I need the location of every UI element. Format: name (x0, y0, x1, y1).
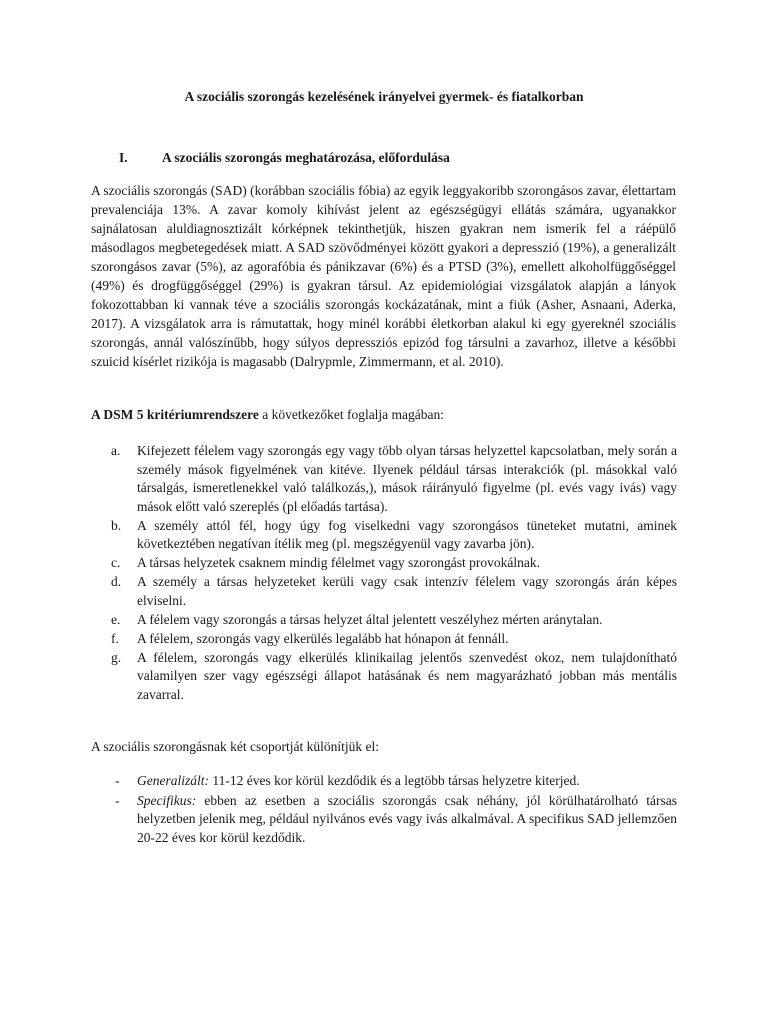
document-title: A szociális szorongás kezelésének irányelvei gyermek- és fiatalkorban (184, 89, 584, 104)
criteria-marker: e. (111, 611, 121, 627)
criteria-marker: f. (111, 630, 119, 646)
group-term: Specifikus: (137, 792, 197, 808)
group-marker: - (115, 773, 120, 788)
criteria-text: A személy a társas helyzeteket kerüli vagy csak intenzív félelem vagy szorongás árán képes elviselni. (137, 574, 677, 608)
criteria-item (111, 630, 677, 649)
criteria-text: Kifejezett félelem vagy szorongás egy vagy több olyan társas helyzettel kapcsolatban, mely során a személy mások figyelmének van kitéve. Ilyenek például társas interakciók (pl. másokkal való társalgás, ismeretlenekkel való találkozás,), mások ráirányuló figyelme (pl. evés vagy ivás) vagy mások előtt való szereplés (pl előadás tartása). (137, 443, 677, 514)
criteria-text: A félelem, szorongás vagy elkerülés klinikailag jelentős szenvedést okoz, nem tulajdonítható valamilyen szer vagy egészségi állapot hatásának és nem magyarázható jobban más mentális zavarral. (137, 649, 677, 702)
criteria-item (111, 517, 677, 554)
groups-intro: A szociális szorongásnak két csoportját különítjük el: (91, 739, 379, 754)
section-number: I. (119, 150, 128, 165)
criteria-text: A személy attól fél, hogy úgy fog viselkedni vagy szorongásos tüneteket mutatni, aminek következtében negatívan ítélik meg (pl. megszégyenül vagy zavarba jön). (137, 517, 677, 551)
group-text: 11-12 éves kor körül kezdődik és a legtöbb társas helyzetre kiterjed. (209, 773, 580, 788)
section-heading (119, 150, 450, 166)
criteria-item (111, 611, 677, 630)
group-item (115, 792, 677, 848)
group-item (115, 772, 677, 791)
intro-paragraph: A szociális szorongás (SAD) (korábban szociális fóbia) az egyik leggyakoribb szorongásos zavar, élettartam prevalenciája 13%. A zavar komoly kihívást jelent az egészségügyi ellátás számára, ugyanakkor sajnálatosan aluldiagnosztizált kórképnek tekinthetjük, hiszen gyakran nem ismerik fel a ráépülő másodlagos megbetegedések miatt. A SAD szövődményei között gyakori a depresszió (19%), a generalizált szorongásos zavar (5%), az agorafóbia és pánikzavar (6%) és a PTSD (3%), emellett alkoholfüggőséggel (49%) és drogfüggőséggel (29%) is gyakran társul. Az epidemiológiai vizsgálatok alapján a lányok fokozottabban ki vannak téve a szociális szorongás kockázatának, mint a fiúk (Asher, Asnaani, Aderka, 2017). A vizsgálatok arra is rámutattak, hogy minél korábbi életkorban alakul ki egy gyereknél szociális szorongás, annál valószínűbb, hogy súlyos depressziós epizód fog társulni a zavarhoz, illetve a későbbi szuicid kísérlet rizikója is magasabb (Dalrypmle, Zimmermann, et al. 2010). (91, 183, 676, 369)
dsm-intro (91, 405, 676, 424)
criteria-text: A félelem vagy szorongás a társas helyzet által jelentett veszélyhez mérten aránytalan. (137, 611, 603, 627)
dsm-intro-rest: a következőket foglalja magában: (258, 407, 445, 422)
section-heading-text: A szociális szorongás meghatározása, előfordulása (162, 150, 450, 165)
criteria-text: A társas helyzetek csaknem mindig félelmet vagy szorongást provokálnak. (137, 555, 541, 570)
group-marker: - (115, 792, 120, 808)
group-text: ebben az esetben a szociális szorongás csak néhány, jól körülhatárolható társas helyzetben jelenik meg, például nyilvános evés vagy ivás alkalmával. A specifikus SAD jellemzően 20-22 éves kor körül kezdődik. (137, 792, 677, 845)
group-term: Generalizált: (137, 773, 209, 788)
groups-list (115, 772, 677, 848)
criteria-marker: d. (111, 574, 122, 589)
criteria-list (111, 442, 677, 705)
criteria-item (111, 649, 677, 705)
criteria-item (111, 442, 677, 516)
criteria-text: A félelem, szorongás vagy elkerülés legalább hat hónapon át fennáll. (137, 630, 509, 646)
criteria-item (111, 554, 677, 573)
criteria-marker: c. (111, 555, 121, 570)
dsm-intro-bold: A DSM 5 kritériumrendszere (91, 407, 259, 422)
criteria-item (111, 573, 677, 610)
criteria-marker: a. (111, 443, 121, 458)
criteria-marker: g. (111, 649, 122, 665)
criteria-marker: b. (111, 517, 122, 533)
